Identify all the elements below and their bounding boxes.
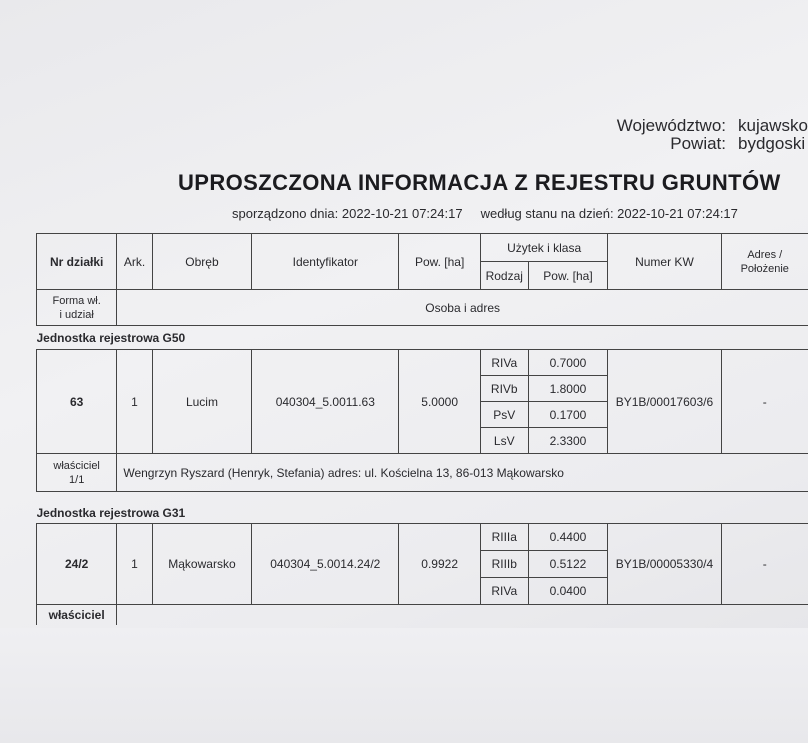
owner-role — [37, 454, 117, 492]
parcel-sheet: 1 — [117, 350, 152, 454]
parcel-row — [37, 524, 808, 551]
land-register-number: BY1B/00005330/4 — [608, 524, 721, 605]
background-surface — [0, 628, 808, 743]
land-use-area: 1.8000 — [528, 376, 608, 402]
col-forma-line2: i udział — [59, 308, 94, 321]
col-identyfikator: Identyfikator — [252, 234, 399, 290]
land-use-area: 0.5122 — [528, 551, 608, 578]
land-use-area: 0.0400 — [528, 578, 608, 605]
unit-name: Jednostka rejestrowa G50 — [36, 330, 186, 345]
parcel-address: - — [721, 524, 808, 605]
document-title: UPROSZCZONA INFORMACJA Z REJESTRU GRUNTÓW — [178, 170, 781, 195]
created-date: sporządzono dnia: 2022-10-21 07:24:17 — [232, 206, 463, 221]
owner-label: właściciel — [37, 605, 117, 626]
parcel-number: 24/2 — [37, 524, 117, 605]
col-osoba-i-adres: Osoba i adres — [117, 290, 808, 326]
col-pow: Pow. [ha] — [399, 234, 481, 290]
voivodeship-value: kujawsko — [738, 116, 808, 135]
col-forma-line1: Forma wł. — [52, 294, 101, 307]
land-use-area: 0.1700 — [528, 402, 608, 428]
document-dates — [232, 206, 738, 221]
parcel-identifier: 040304_5.0014.24/2 — [252, 524, 399, 605]
parcel-identifier: 040304_5.0011.63 — [252, 350, 399, 454]
col-numer-kw: Numer KW — [608, 234, 721, 290]
parcel-address: - — [721, 350, 808, 454]
land-use-area: 2.3300 — [528, 428, 608, 454]
land-register-number: BY1B/00017603/6 — [608, 350, 721, 454]
county-value: bydgoski — [738, 134, 806, 153]
county-line — [670, 134, 808, 154]
col-ark: Ark. — [117, 234, 152, 290]
land-use-area: 0.7000 — [528, 350, 608, 376]
land-use-type: RIVb — [480, 376, 528, 402]
col-adres-line2: Położenie — [740, 262, 789, 275]
owner-details: Wengrzyn Ryszard (Henryk, Stefania) adres: ul. Kościelna 13, 86-013 Mąkowarsko — [117, 454, 808, 492]
col-rodzaj: Rodzaj — [480, 262, 528, 290]
parcel-area: 0.9922 — [399, 524, 481, 605]
owner-details-cut — [117, 605, 808, 626]
parcel-number: 63 — [37, 350, 117, 454]
owner-row — [37, 454, 808, 492]
state-date: według stanu na dzień: 2022-10-21 07:24:17 — [480, 206, 738, 221]
col-uzytek-i-klasa: Użytek i klasa — [480, 234, 607, 262]
col-forma — [37, 290, 117, 326]
voivodeship-line — [617, 116, 808, 136]
parcel-area: 5.0000 — [399, 350, 481, 454]
land-use-type: RIIIb — [480, 551, 528, 578]
register-table — [36, 233, 808, 625]
col-adres — [721, 234, 808, 290]
parcel-sheet: 1 — [117, 524, 152, 605]
land-use-type: PsV — [480, 402, 528, 428]
register-unit-heading — [37, 492, 808, 524]
land-use-type: RIVa — [480, 350, 528, 376]
col-pow-sub: Pow. [ha] — [528, 262, 608, 290]
parcel-row — [37, 350, 808, 376]
unit-name: Jednostka rejestrowa G31 — [36, 506, 186, 520]
owner-share: 1/1 — [69, 473, 85, 486]
col-nr-dzialki: Nr działki — [37, 234, 117, 290]
col-obreb: Obręb — [152, 234, 252, 290]
parcel-precinct: Mąkowarsko — [152, 524, 252, 605]
owner-label: właściciel — [53, 459, 100, 472]
owner-row — [37, 605, 808, 626]
voivodeship-label: Województwo: — [616, 116, 726, 135]
owner-header-row — [37, 290, 808, 326]
land-use-type: RIIIa — [480, 524, 528, 551]
county-label: Powiat: — [670, 134, 726, 153]
land-use-type: RIVa — [480, 578, 528, 605]
parcel-precinct: Lucim — [152, 350, 252, 454]
col-adres-line1: Adres / — [747, 248, 783, 261]
column-header-row-1 — [37, 234, 808, 262]
land-use-area: 0.4400 — [528, 524, 608, 551]
register-unit-heading — [37, 326, 808, 350]
land-use-type: LsV — [480, 428, 528, 454]
